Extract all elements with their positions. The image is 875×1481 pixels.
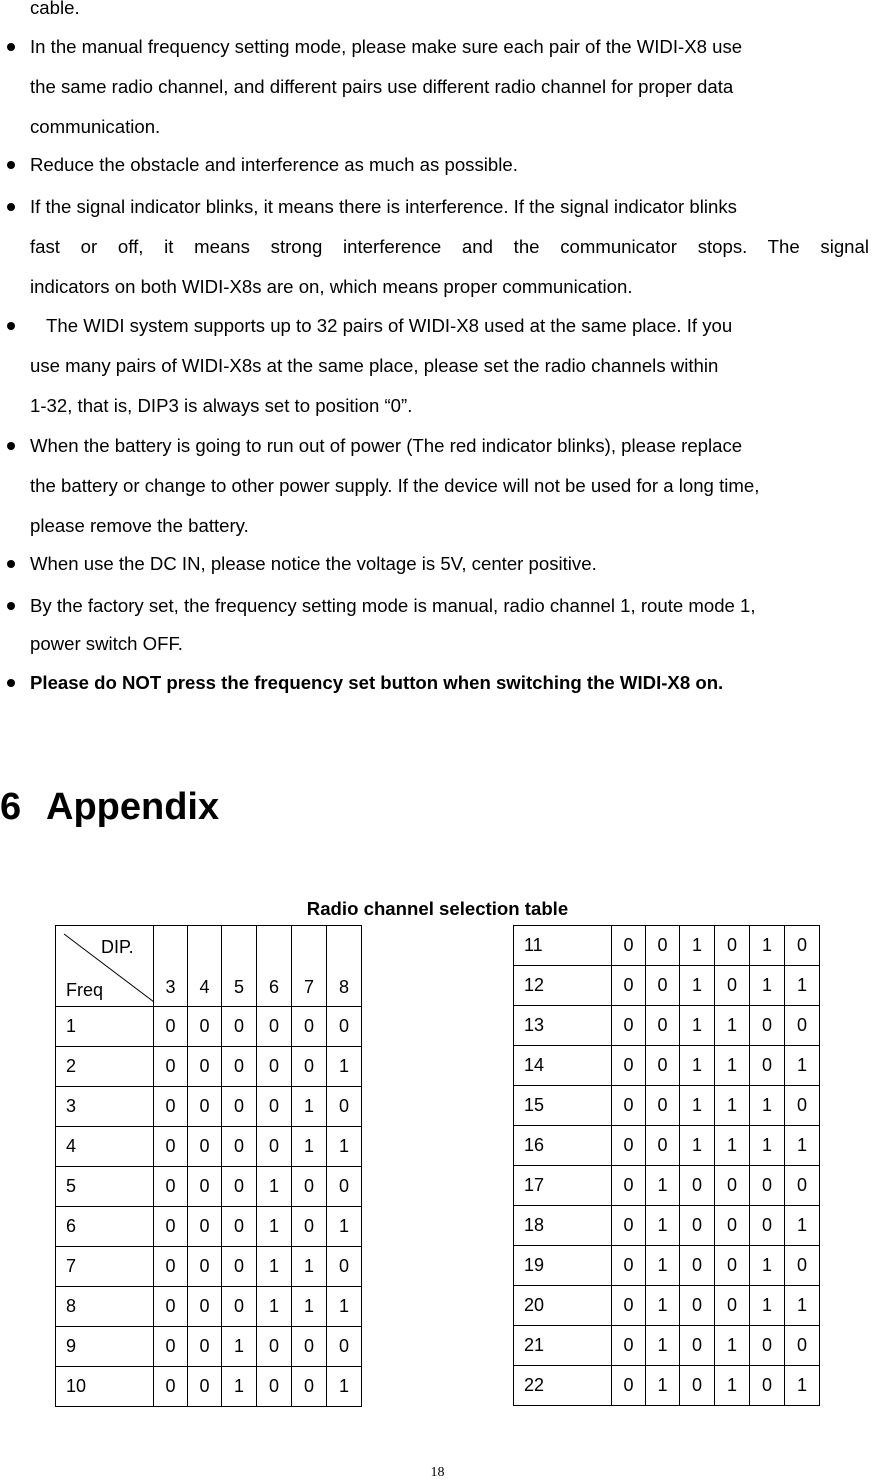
dip-bit-cell: 0 (612, 1286, 646, 1326)
header-bit: 5 (222, 926, 257, 1007)
dip-bit-cell: 0 (222, 1287, 257, 1327)
bullet-dot-icon (7, 679, 15, 687)
dip-bit-cell: 0 (154, 1247, 188, 1287)
bullet-dot-icon (7, 43, 15, 51)
freq-cell: 11 (514, 926, 612, 966)
dip-bit-cell: 0 (750, 1326, 785, 1366)
table-header-row (56, 926, 362, 1007)
bullet-line: power switch OFF. (30, 633, 183, 654)
dip-bit-cell: 0 (222, 1047, 257, 1087)
intro-fragment: cable. (30, 0, 80, 18)
dip-bit-cell: 0 (715, 966, 750, 1006)
dip-bit-cell: 1 (750, 1126, 785, 1166)
header-freq-label: Freq (66, 980, 104, 1000)
dip-bit-cell: 0 (292, 1367, 327, 1407)
header-bit: 3 (154, 926, 188, 1007)
dip-bit-cell: 0 (327, 1247, 362, 1287)
dip-bit-cell: 0 (222, 1247, 257, 1287)
dip-bit-cell: 1 (327, 1367, 362, 1407)
bullet-line: please remove the battery. (30, 515, 249, 536)
freq-cell: 17 (514, 1166, 612, 1206)
bullet-dot-icon (7, 203, 15, 211)
dip-bit-cell: 1 (222, 1327, 257, 1367)
table-row (514, 1246, 820, 1286)
dip-bit-cell: 0 (750, 1046, 785, 1086)
dip-bit-cell: 0 (327, 1007, 362, 1047)
dip-bit-cell: 0 (154, 1127, 188, 1167)
dip-bit-cell: 1 (680, 1006, 715, 1046)
header-bit: 8 (327, 926, 362, 1007)
freq-cell: 14 (514, 1046, 612, 1086)
table-row (56, 1247, 362, 1287)
dip-bit-cell: 1 (680, 1126, 715, 1166)
dip-bit-cell: 0 (188, 1007, 222, 1047)
dip-bit-cell: 1 (785, 1366, 820, 1406)
dip-bit-cell: 1 (646, 1326, 680, 1366)
dip-bit-cell: 0 (646, 1126, 680, 1166)
dip-bit-cell: 1 (785, 1046, 820, 1086)
freq-cell: 16 (514, 1126, 612, 1166)
freq-cell: 7 (56, 1247, 154, 1287)
table-row (56, 1167, 362, 1207)
dip-bit-cell: 0 (257, 1087, 292, 1127)
dip-bit-cell: 0 (257, 1127, 292, 1167)
dip-bit-cell: 0 (154, 1167, 188, 1207)
dip-bit-cell: 0 (646, 1046, 680, 1086)
freq-cell: 5 (56, 1167, 154, 1207)
dip-bit-cell: 0 (188, 1367, 222, 1407)
bullet-line: The WIDI system supports up to 32 pairs of WIDI-X8 used at the same place. If you (46, 315, 733, 336)
dip-bit-cell: 0 (750, 1206, 785, 1246)
table-row (514, 1326, 820, 1366)
dip-bit-cell: 0 (612, 1206, 646, 1246)
dip-bit-cell: 0 (154, 1327, 188, 1367)
dip-bit-cell: 0 (154, 1207, 188, 1247)
dip-bit-cell: 0 (646, 966, 680, 1006)
dip-bit-cell: 1 (327, 1047, 362, 1087)
dip-bit-cell: 1 (327, 1127, 362, 1167)
dip-bit-cell: 0 (646, 926, 680, 966)
dip-bit-cell: 0 (612, 1126, 646, 1166)
dip-bit-cell: 1 (292, 1087, 327, 1127)
dip-bit-cell: 0 (222, 1087, 257, 1127)
dip-bit-cell: 0 (612, 1046, 646, 1086)
header-bit: 6 (257, 926, 292, 1007)
dip-bit-cell: 1 (257, 1287, 292, 1327)
bullet-dot-icon (7, 161, 15, 169)
dip-bit-cell: 0 (222, 1127, 257, 1167)
dip-bit-cell: 0 (222, 1007, 257, 1047)
dip-bit-cell: 0 (680, 1366, 715, 1406)
dip-bit-cell: 1 (646, 1166, 680, 1206)
dip-bit-cell: 0 (154, 1367, 188, 1407)
dip-bit-cell: 0 (785, 1326, 820, 1366)
dip-bit-cell: 0 (257, 1367, 292, 1407)
bullet-dot-icon (7, 442, 15, 450)
dip-bit-cell: 1 (715, 1046, 750, 1086)
dip-bit-cell: 0 (188, 1207, 222, 1247)
freq-cell: 19 (514, 1246, 612, 1286)
dip-bit-cell: 0 (188, 1327, 222, 1367)
dip-bit-cell: 0 (680, 1166, 715, 1206)
dip-bit-cell: 1 (785, 966, 820, 1006)
dip-bit-cell: 0 (785, 1006, 820, 1046)
bullet-line: When the battery is going to run out of power (The red indicator blinks), please replace (30, 435, 743, 456)
freq-cell: 15 (514, 1086, 612, 1126)
dip-bit-cell: 1 (646, 1246, 680, 1286)
header-diagonal-cell (56, 926, 154, 1007)
bullet-line: Reduce the obstacle and interference as much as possible. (30, 154, 518, 175)
bullet-line: 1-32, that is, DIP3 is always set to position “0”. (30, 395, 413, 416)
dip-bit-cell: 0 (612, 1326, 646, 1366)
bullet-line: the battery or change to other power supply. If the device will not be used for a long time, (30, 475, 760, 496)
dip-bit-cell: 1 (715, 1326, 750, 1366)
dip-bit-cell: 0 (292, 1327, 327, 1367)
dip-bit-cell: 0 (612, 966, 646, 1006)
dip-bit-cell: 1 (750, 966, 785, 1006)
dip-bit-cell: 1 (750, 1086, 785, 1126)
freq-cell: 10 (56, 1367, 154, 1407)
dip-bit-cell: 1 (785, 1206, 820, 1246)
channel-table-left (55, 925, 362, 1407)
dip-bit-cell: 0 (154, 1287, 188, 1327)
freq-cell: 20 (514, 1286, 612, 1326)
table-row (56, 1127, 362, 1167)
bullet-line-bold: Please do NOT press the frequency set button when switching the WIDI-X8 on. (30, 672, 724, 693)
dip-bit-cell: 0 (612, 1166, 646, 1206)
dip-bit-cell: 0 (612, 1366, 646, 1406)
dip-bit-cell: 0 (646, 1006, 680, 1046)
dip-bit-cell: 0 (612, 1006, 646, 1046)
table-row (514, 1006, 820, 1046)
table-row (56, 1007, 362, 1047)
bullet-line: If the signal indicator blinks, it means there is interference. If the signal indicator blinks (30, 196, 737, 217)
dip-bit-cell: 0 (750, 1006, 785, 1046)
dip-bit-cell: 1 (292, 1127, 327, 1167)
section-heading (0, 786, 219, 829)
dip-bit-cell: 1 (785, 1126, 820, 1166)
dip-bit-cell: 0 (750, 1366, 785, 1406)
dip-bit-cell: 0 (612, 1086, 646, 1126)
dip-bit-cell: 0 (222, 1207, 257, 1247)
dip-bit-cell: 0 (292, 1047, 327, 1087)
dip-bit-cell: 1 (750, 1246, 785, 1286)
dip-bit-cell: 0 (292, 1007, 327, 1047)
table-row (514, 1126, 820, 1166)
dip-bit-cell: 0 (680, 1286, 715, 1326)
dip-bit-cell: 1 (715, 1086, 750, 1126)
dip-bit-cell: 0 (154, 1047, 188, 1087)
table-row (514, 1206, 820, 1246)
bullet-line: communication. (30, 116, 161, 137)
dip-bit-cell: 1 (680, 1086, 715, 1126)
page-number: 18 (430, 1465, 445, 1480)
freq-cell: 12 (514, 966, 612, 1006)
dip-bit-cell: 1 (327, 1287, 362, 1327)
bullet-line: When use the DC IN, please notice the voltage is 5V, center positive. (30, 553, 597, 574)
dip-bit-cell: 0 (154, 1007, 188, 1047)
dip-bit-cell: 1 (646, 1286, 680, 1326)
freq-cell: 1 (56, 1007, 154, 1047)
section-title: Appendix (46, 786, 220, 828)
dip-bit-cell: 0 (646, 1086, 680, 1126)
dip-bit-cell: 0 (680, 1246, 715, 1286)
header-bit: 7 (292, 926, 327, 1007)
table-caption: Radio channel selection table (306, 898, 569, 919)
header-bit: 4 (188, 926, 222, 1007)
freq-cell: 3 (56, 1087, 154, 1127)
dip-bit-cell: 0 (785, 1086, 820, 1126)
freq-cell: 8 (56, 1287, 154, 1327)
dip-bit-cell: 0 (188, 1087, 222, 1127)
dip-bit-cell: 0 (292, 1207, 327, 1247)
table-row (514, 1366, 820, 1406)
dip-bit-cell: 0 (715, 1166, 750, 1206)
dip-bit-cell: 0 (257, 1047, 292, 1087)
dip-bit-cell: 0 (188, 1167, 222, 1207)
table-row (514, 1086, 820, 1126)
dip-bit-cell: 1 (646, 1366, 680, 1406)
dip-bit-cell: 0 (750, 1166, 785, 1206)
table-row (514, 1166, 820, 1206)
bullet-line: By the factory set, the frequency setting mode is manual, radio channel 1, route mode 1, (30, 595, 756, 616)
freq-cell: 4 (56, 1127, 154, 1167)
header-dip-label: DIP. (101, 937, 134, 957)
dip-bit-cell: 0 (680, 1206, 715, 1246)
bullet-line: use many pairs of WIDI-X8s at the same place, please set the radio channels within (30, 355, 719, 376)
dip-bit-cell: 1 (715, 1126, 750, 1166)
bullet-line: the same radio channel, and different pairs use different radio channel for proper data (30, 76, 734, 97)
channel-table-right (513, 925, 820, 1406)
dip-bit-cell: 0 (188, 1047, 222, 1087)
dip-bit-cell: 0 (257, 1327, 292, 1367)
freq-cell: 13 (514, 1006, 612, 1046)
table-row (514, 1046, 820, 1086)
dip-bit-cell: 0 (715, 1206, 750, 1246)
dip-bit-cell: 0 (715, 1246, 750, 1286)
dip-bit-cell: 1 (257, 1207, 292, 1247)
bullet-line: fast or off, it means strong interference and the communicator stops. The signal (30, 236, 869, 257)
dip-bit-cell: 0 (785, 1166, 820, 1206)
table-row (514, 1286, 820, 1326)
dip-bit-cell: 0 (612, 926, 646, 966)
dip-bit-cell: 1 (327, 1207, 362, 1247)
freq-cell: 6 (56, 1207, 154, 1247)
dip-bit-cell: 1 (715, 1366, 750, 1406)
bullet-dot-icon (7, 560, 15, 568)
freq-cell: 9 (56, 1327, 154, 1367)
table-row (514, 966, 820, 1006)
table-row (56, 1207, 362, 1247)
dip-bit-cell: 0 (188, 1127, 222, 1167)
dip-bit-cell: 0 (715, 926, 750, 966)
dip-bit-cell: 0 (188, 1287, 222, 1327)
freq-cell: 2 (56, 1047, 154, 1087)
dip-bit-cell: 1 (257, 1167, 292, 1207)
dip-bit-cell: 0 (154, 1087, 188, 1127)
section-number: 6 (0, 786, 22, 828)
bullet-dot-icon (7, 602, 15, 610)
dip-bit-cell: 0 (785, 926, 820, 966)
dip-bit-cell: 1 (292, 1287, 327, 1327)
dip-bit-cell: 0 (327, 1327, 362, 1367)
dip-bit-cell: 0 (785, 1246, 820, 1286)
bullet-dot-icon (7, 322, 15, 330)
table-row (56, 1367, 362, 1407)
dip-bit-cell: 0 (257, 1007, 292, 1047)
dip-bit-cell: 1 (257, 1247, 292, 1287)
table-row (56, 1327, 362, 1367)
dip-bit-cell: 1 (646, 1206, 680, 1246)
dip-bit-cell: 1 (222, 1367, 257, 1407)
dip-bit-cell: 1 (750, 1286, 785, 1326)
table-row (56, 1047, 362, 1087)
dip-bit-cell: 1 (680, 966, 715, 1006)
dip-bit-cell: 0 (222, 1167, 257, 1207)
bullet-line: In the manual frequency setting mode, please make sure each pair of the WIDI-X8 use (30, 36, 743, 57)
dip-bit-cell: 0 (327, 1167, 362, 1207)
dip-bit-cell: 1 (680, 926, 715, 966)
table-row (56, 1287, 362, 1327)
table-row (56, 1087, 362, 1127)
dip-bit-cell: 1 (292, 1247, 327, 1287)
dip-bit-cell: 0 (188, 1247, 222, 1287)
dip-bit-cell: 1 (715, 1006, 750, 1046)
dip-bit-cell: 1 (680, 1046, 715, 1086)
table-row (514, 926, 820, 966)
dip-bit-cell: 1 (785, 1286, 820, 1326)
freq-cell: 18 (514, 1206, 612, 1246)
dip-bit-cell: 0 (327, 1087, 362, 1127)
freq-cell: 22 (514, 1366, 612, 1406)
dip-bit-cell: 0 (680, 1326, 715, 1366)
dip-bit-cell: 0 (715, 1286, 750, 1326)
freq-cell: 21 (514, 1326, 612, 1366)
dip-bit-cell: 0 (292, 1167, 327, 1207)
dip-bit-cell: 0 (612, 1246, 646, 1286)
dip-bit-cell: 1 (750, 926, 785, 966)
bullet-line: indicators on both WIDI-X8s are on, which means proper communication. (30, 276, 633, 297)
